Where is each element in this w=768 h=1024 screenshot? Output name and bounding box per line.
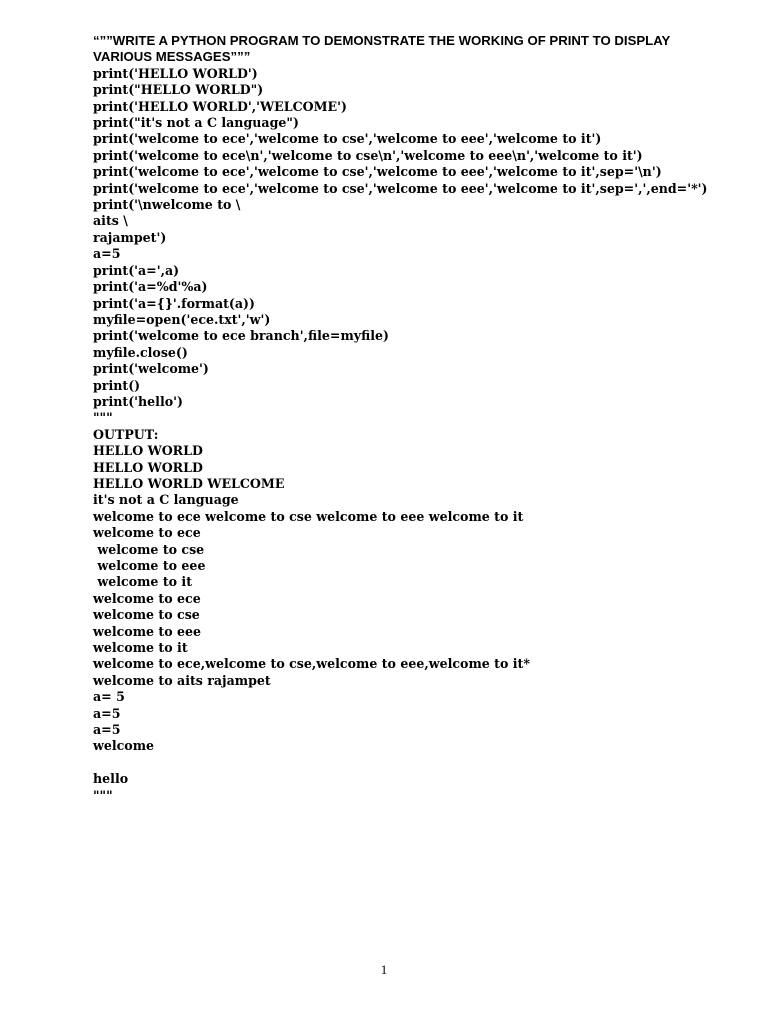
- document-body: [93, 33, 723, 804]
- code-line: print('welcome'): [93, 361, 209, 377]
- output-line: welcome to ece welcome to cse welcome to eee welcome to it: [93, 508, 524, 524]
- title-line: “””WRITE A PYTHON PROGRAM TO DEMONSTRATE THE WORKING OF PRINT TO DISPLAY: [93, 33, 671, 48]
- output-line: a=5: [93, 722, 121, 738]
- output-line: [93, 755, 723, 771]
- page-number: 1: [380, 962, 388, 977]
- code-line: """: [93, 410, 113, 426]
- output-line: a=5: [93, 705, 121, 721]
- code-line: print(): [93, 377, 141, 393]
- output-line: welcome to ece: [93, 590, 201, 606]
- code-line: print('welcome to ece branch',file=myfile): [93, 328, 390, 344]
- code-line: print('a=%d'%a): [93, 279, 208, 295]
- output-line: welcome to ece,welcome to cse,welcome to eee,welcome to it*: [93, 656, 530, 672]
- code-line: print("it's not a C language"): [93, 115, 299, 131]
- code-block: [93, 66, 723, 427]
- code-line: myfile.close(): [93, 344, 188, 360]
- output-line: HELLO WORLD: [93, 459, 203, 475]
- output-line: """: [93, 787, 113, 803]
- output-block: [93, 443, 723, 804]
- output-line: HELLO WORLD WELCOME: [93, 475, 285, 491]
- code-line: a=5: [93, 246, 121, 262]
- code-line: print('HELLO WORLD'): [93, 65, 258, 81]
- output-line: welcome to eee: [93, 558, 206, 573]
- output-label: OUTPUT:: [93, 426, 159, 442]
- code-line: aits \: [93, 213, 128, 229]
- code-line: print('a={}'.format(a)): [93, 295, 255, 311]
- output-line: welcome to cse: [93, 607, 200, 623]
- code-line: print('welcome to ece','welcome to cse','welcome to eee','welcome to it'): [93, 131, 602, 147]
- output-line: welcome to aits rajampet: [93, 672, 271, 688]
- code-line: print('welcome to ece\n','welcome to cse\n','welcome to eee\n','welcome to it'): [93, 147, 643, 163]
- output-line: welcome to eee: [93, 623, 202, 639]
- output-line: welcome to ece: [93, 525, 201, 541]
- code-line: print('welcome to ece','welcome to cse','welcome to eee','welcome to it',sep=',',end='*'): [93, 180, 708, 196]
- code-line: rajampet'): [93, 229, 167, 245]
- output-line: welcome to cse: [93, 541, 205, 557]
- output-line: a= 5: [93, 689, 125, 705]
- output-line: welcome to it: [93, 640, 188, 656]
- output-line: HELLO WORLD: [93, 443, 203, 459]
- code-line: print('a=',a): [93, 262, 180, 278]
- code-line: print('welcome to ece','welcome to cse','welcome to eee','welcome to it',sep='\n'): [93, 164, 662, 180]
- code-line: print("HELLO WORLD"): [93, 82, 264, 98]
- code-line: myfile=open('ece.txt','w'): [93, 311, 271, 327]
- output-line: hello: [93, 771, 129, 787]
- output-line: welcome: [93, 738, 155, 754]
- title-block: [93, 33, 723, 66]
- code-line: print('\nwelcome to \: [93, 197, 241, 213]
- code-line: print('hello'): [93, 393, 183, 409]
- output-line: welcome to it: [93, 574, 193, 590]
- title-line: VARIOUS MESSAGES”””: [93, 49, 251, 65]
- output-line: it's not a C language: [93, 492, 239, 508]
- code-line: print('HELLO WORLD','WELCOME'): [93, 98, 347, 114]
